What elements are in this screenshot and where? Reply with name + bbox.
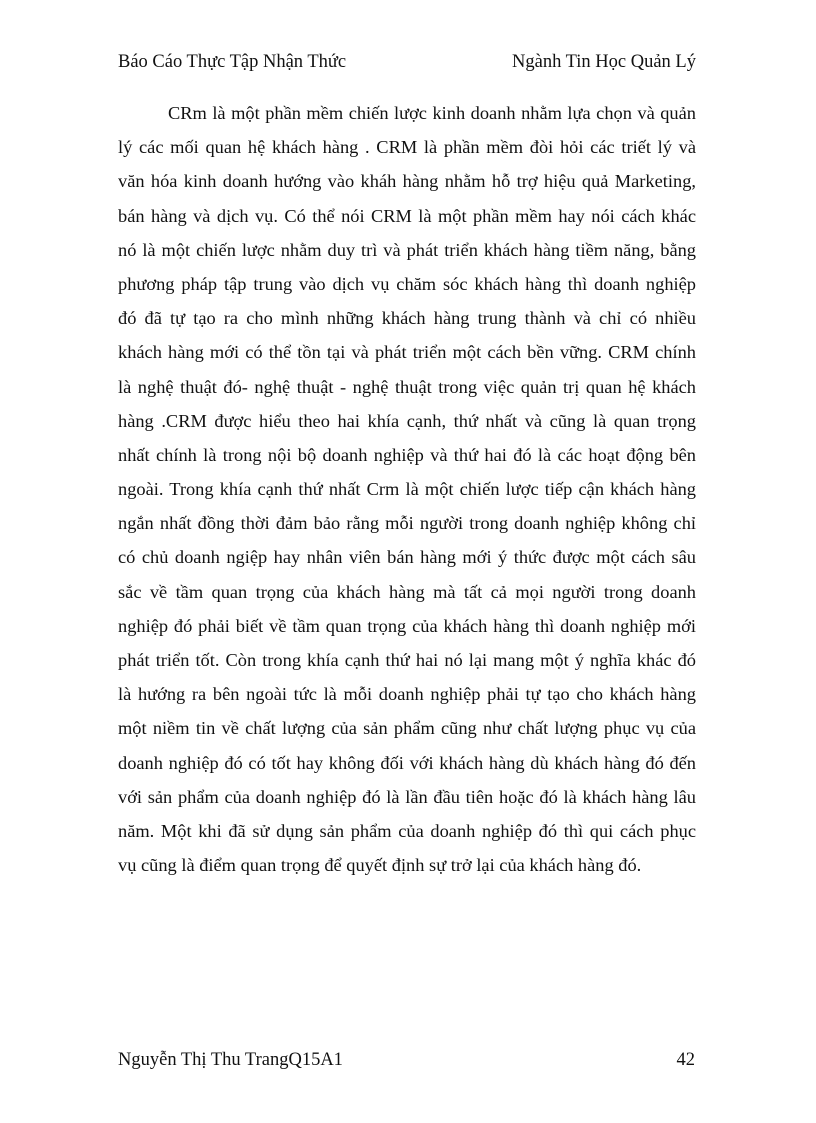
paragraph-line: sắc về tầm quan trọng của khách hàng mà tất cả mọi người trong doanh (118, 581, 696, 602)
header-report-title: Báo Cáo Thực Tập Nhận Thức (118, 52, 347, 72)
page-header (118, 50, 696, 74)
paragraph-line: nhất chính là trong nội bộ doanh nghiệp và thứ hai đó là các hoạt động bên (118, 444, 696, 465)
header-department: Ngành Tin Học Quản Lý (512, 52, 696, 72)
paragraph-line: đó đã tự tạo ra cho mình những khách hàng trung thành và chỉ có nhiều (118, 308, 696, 329)
paragraph-line: phương pháp tập trung vào dịch vụ chăm sóc khách hàng thì doanh nghiệp (118, 273, 696, 294)
paragraph-line: ngắn nhất đồng thời đảm bảo rằng mỗi người trong doanh nghiệp không chỉ (118, 513, 696, 534)
paragraph-line: CRm là một phần mềm chiến lược kinh doanh nhằm lựa chọn và quản (168, 103, 696, 123)
paragraph-line: năm. Một khi đã sử dụng sản phẩm của doanh nghiệp đó thì qui cách phục (118, 820, 696, 841)
paragraph-line: doanh nghiệp đó có tốt hay không đối với khách hàng dù khách hàng đó đến (118, 752, 696, 773)
paragraph-line: văn hóa kinh doanh hướng vào kháh hàng nhằm hỗ trợ hiệu quả Marketing, (118, 171, 696, 192)
paragraph-line: vụ cũng là điểm quan trọng để quyết định sự trở lại của khách hàng đó. (118, 855, 642, 876)
page-number: 42 (676, 1050, 695, 1070)
paragraph-line: lý các mối quan hệ khách hàng . CRM là phần mềm đòi hỏi các triết lý và (118, 137, 696, 158)
paragraph-line: nó là một chiến lược nhằm duy trì và phát triển khách hàng tiềm năng, bằng (118, 239, 696, 260)
paragraph-line: khách hàng mới có thể tồn tại và phát triển một cách bền vững. CRM chính (118, 342, 696, 363)
paragraph-line: với sản phẩm của doanh nghiệp đó là lần đầu tiên hoặc đó là khách hàng lâu (118, 786, 696, 807)
paragraph-line: là nghệ thuật đó- nghệ thuật - nghệ thuật trong việc quản trị quan hệ khách (118, 376, 696, 397)
page-footer (118, 1048, 696, 1072)
footer-author: Nguyễn Thị Thu TrangQ15A1 (118, 1050, 343, 1070)
paragraph-line: phát triển tốt. Còn trong khía cạnh thứ hai nó lại mang một ý nghĩa khác đó (118, 650, 696, 670)
paragraph-line: một niềm tin về chất lượng của sản phẩm cũng như chất lượng phục vụ của (118, 718, 696, 739)
paragraph-line: bán hàng và dịch vụ. Có thể nói CRM là một phần mềm hay nói cách khác (118, 205, 696, 226)
paragraph-line: hàng .CRM được hiểu theo hai khía cạnh, thứ nhất và cũng là quan trọng (118, 410, 696, 431)
paragraph-line: có chủ doanh ngiệp hay nhân viên bán hàng mới ý thức được một cách sâu (118, 547, 696, 568)
paragraph-line: là hướng ra bên ngoài tức là mỗi doanh nghiệp phải tự tạo cho khách hàng (118, 684, 696, 705)
paragraph-line: nghiệp đó phải biết về tầm quan trọng của khách hàng thì doanh nghiệp mới (118, 615, 696, 636)
body-paragraph (118, 96, 696, 882)
paragraph-line: ngoài. Trong khía cạnh thứ nhất Crm là một chiến lược tiếp cận khách hàng (118, 479, 696, 500)
